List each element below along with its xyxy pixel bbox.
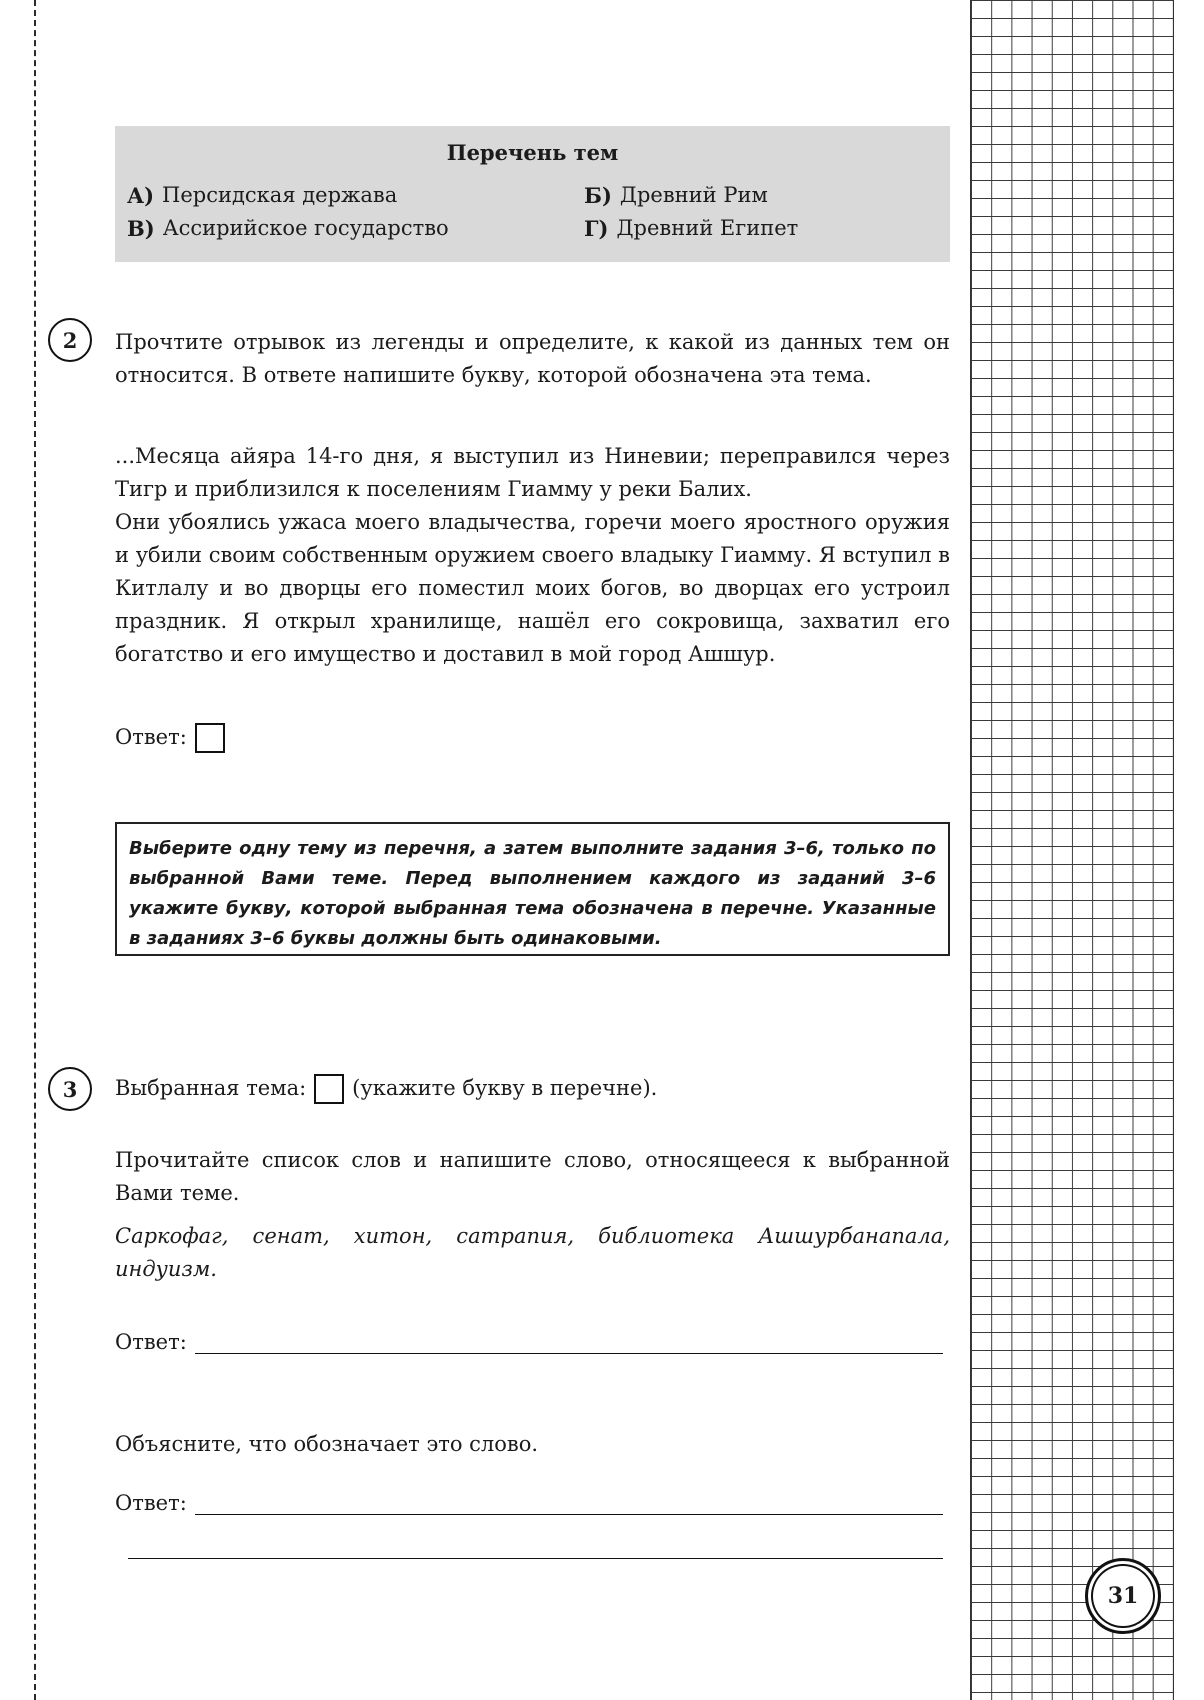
task-2-number: 2	[48, 318, 92, 362]
answer-label: Ответ:	[115, 725, 187, 749]
answer-grid	[970, 0, 1174, 1700]
instruction-box: Выберите одну тему из перечня, а затем выполните задания 3–6, только по выбранной Вами теме. Перед выполнением каждого из заданий 3–6 укажите букву, которой выбранная тема обозначена в перечне. Указанные в заданиях 3–6 буквы должны быть одинаковыми.	[115, 822, 950, 956]
theme-label: Древний Египет	[616, 216, 799, 240]
theme-letter: Г)	[584, 216, 609, 241]
theme-item	[127, 183, 584, 208]
theme-label: Персидская держава	[162, 183, 398, 207]
task-3-prompt: Прочитайте список слов и напишите слово, относящееся к выбранной Вами теме.	[115, 1148, 950, 1205]
theme-item	[127, 216, 584, 241]
task-3-explain-prompt: Объясните, что обозначает это слово.	[115, 1432, 539, 1456]
answer-label: Ответ:	[115, 1491, 187, 1515]
task-3-explain-answer	[115, 1487, 943, 1520]
task-2-excerpt-p2: Они убоялись ужаса моего владычества, горечи моего яростного оружия и убили своим собственным оружием своего владыку Гиамму. Я вступил в Китлалу и во дворцы его поместил моих богов, во дворцах его устроил праздник. Я открыл хранилище, нашёл его сокровища, захватил его богатство и его имущество и доставил в мой город Ашшур.	[115, 510, 950, 666]
chosen-theme-box[interactable]	[314, 1074, 344, 1104]
task-3-number: 3	[48, 1067, 92, 1111]
theme-letter: Б)	[584, 183, 612, 208]
theme-label: Ассирийское государство	[162, 216, 449, 240]
answer-label: Ответ:	[115, 1330, 187, 1354]
task-3-word-list: Саркофаг, сенат, хитон, сатрапия, библиотека Ашшурбанапала, индуизм.	[115, 1224, 950, 1281]
theme-label: Древний Рим	[619, 183, 768, 207]
task-3-answer	[115, 1326, 943, 1359]
page-number: 31	[1085, 1558, 1161, 1634]
chosen-theme-label: Выбранная тема:	[115, 1076, 307, 1100]
theme-letter: А)	[127, 183, 155, 208]
theme-letter: В)	[127, 216, 155, 241]
task-2-excerpt-p1: ...Месяца айяра 14-го дня, я выступил из Ниневии; переправился через Тигр и приблизился к поселениям Гиамму у реки Балих.	[115, 444, 950, 501]
answer-box[interactable]	[195, 723, 225, 753]
answer-line[interactable]	[195, 1331, 943, 1354]
task-2-prompt: Прочтите отрывок из легенды и определите, к какой из данных тем он относится. В ответе напишите букву, которой обозначена эта тема.	[115, 330, 950, 387]
theme-list-title: Перечень тем	[446, 140, 619, 165]
answer-line-extra[interactable]	[128, 1558, 943, 1559]
task-3-chosen-theme	[115, 1072, 950, 1105]
theme-list	[115, 126, 950, 262]
cut-line	[34, 0, 36, 1700]
theme-item	[584, 183, 768, 208]
chosen-theme-hint: (укажите букву в перечне).	[352, 1076, 658, 1100]
theme-item	[584, 216, 798, 241]
task-2-answer	[115, 721, 315, 754]
answer-line[interactable]	[195, 1492, 943, 1515]
